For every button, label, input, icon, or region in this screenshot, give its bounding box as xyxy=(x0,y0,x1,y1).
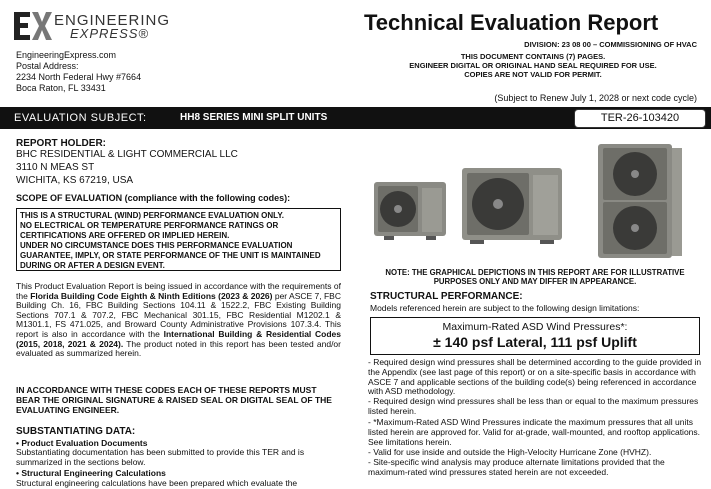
scope-line-2: NO ELECTRICAL OR TEMPERATURE PERFORMANCE RATINGS OR CERTIFICATIONS ARE OFFERED OR IMPLIED HEREIN. xyxy=(20,221,279,240)
holder-city: WICHITA, KS 67219, USA xyxy=(16,175,134,186)
bullet-2: - Required design wind pressures shall be less than or equal to the maximum pressures listed herein. xyxy=(368,396,699,416)
substantiating-heading: SUBSTANTIATING DATA: xyxy=(16,426,136,437)
substantiating-text-2: Structural engineering calculations have been prepared which evaluate the xyxy=(16,478,298,488)
postal-label: Postal Address: xyxy=(16,61,79,71)
scope-warning-box xyxy=(16,208,341,271)
report-title: Technical Evaluation Report xyxy=(364,10,659,35)
bullet-5: - Site-specific wind analysis may produce alternate limitations provided that the maximum-rated wind pressures stated herein are not exceeded. xyxy=(368,457,665,477)
subject-value: HH8 SERIES MINI SPLIT UNITS xyxy=(180,112,328,123)
city-address: Boca Raton, FL 33431 xyxy=(16,83,106,93)
wind-pressure-box xyxy=(370,317,700,355)
scope-line-1: THIS IS A STRUCTURAL (WIND) PERFORMANCE EVALUATION ONLY. xyxy=(20,211,284,220)
scope-heading: SCOPE OF EVALUATION (compliance with the following codes): xyxy=(16,193,291,203)
engineering-express-logo-icon xyxy=(12,10,52,42)
wind-pressure-value: ± 140 psf Lateral, 111 psf Uplift xyxy=(433,334,637,350)
renew-note: (Subject to Renew July 1, 2028 or next code cycle) xyxy=(494,93,697,103)
holder-name: BHC RESIDENTIAL & LIGHT COMMERCIAL LLC xyxy=(16,149,238,160)
brand-name-sub: EXPRESS® xyxy=(70,26,149,41)
notice-copies: COPIES ARE NOT VALID FOR PERMIT. xyxy=(464,70,602,79)
holder-street: 3110 N MEAS ST xyxy=(16,162,95,173)
figure-note: NOTE: THE GRAPHICAL DEPICTIONS IN THIS REPORT ARE FOR ILLUSTRATIVE PURPOSES ONLY AND MAY DIFFER IN APPEARANCE. xyxy=(385,268,685,286)
substantiating-text-1: Substantiating documentation has been submitted to provide this TER and is summarized in the sections below. xyxy=(16,447,305,467)
notice-pages: THIS DOCUMENT CONTAINS (7) PAGES. xyxy=(460,52,606,61)
division: DIVISION: 23 08 00 – COMMISSIONING OF HVAC xyxy=(524,40,697,49)
bullet-3: - *Maximum-Rated ASD Wind Pressures indicate the maximum pressures that all units listed herein are approved for. Valid for at-grade, wall-mounted, and rooftop applications. See limitations herein. xyxy=(368,417,701,447)
tall-unit-icon xyxy=(598,144,682,258)
scope-line-3: UNDER NO CIRCUMSTANCE DOES THIS PERFORMANCE EVALUATION GUARANTEE, IMPLY, OR STATE PERFORMANCE OF THE UNIT IS MAINTAINED DURING OR AFTER A DESIGN EVENT. xyxy=(20,241,321,270)
website[interactable]: EngineeringExpress.com xyxy=(16,50,117,60)
wind-pressure-title: Maximum-Rated ASD Wind Pressures*: xyxy=(442,321,628,333)
medium-unit-icon xyxy=(462,168,562,244)
mini-split-units-image xyxy=(370,138,700,264)
subject-label: EVALUATION SUBJECT: xyxy=(14,112,147,124)
bullet-4: - Valid for use inside and outside the High-Velocity Hurricane Zone (HVHZ). xyxy=(368,447,652,457)
notice-seal: ENGINEER DIGITAL OR ORIGINAL HAND SEAL REQUIRED FOR USE. xyxy=(409,61,657,70)
small-unit-icon xyxy=(374,182,446,240)
ter-number: TER-26-103420 xyxy=(574,109,706,128)
accordance-statement: IN ACCORDANCE WITH THESE CODES EACH OF THESE REPORTS MUST BEAR THE ORIGINAL SIGNATURE & RAISED SEAL OR DIGITAL SEAL OF THE EVALUATING ENGINEER. xyxy=(16,385,332,415)
structural-subheading: Models referenced herein are subject to the following design limitations: xyxy=(370,303,640,313)
structural-heading: STRUCTURAL PERFORMANCE: xyxy=(370,291,523,302)
substantiating-item-1: • Product Evaluation Documents xyxy=(16,438,148,448)
page-notice xyxy=(368,52,698,79)
brand-name: ENGINEERING xyxy=(54,12,171,29)
bullet-1: - Required design wind pressures shall be determined according to the guide provided in the Appendix (see last page of this report) or on a site-specific basis in accordance with ASCE 7 and applicable sections of the building code(s) being referenced in accordance with ASD methodology. xyxy=(368,357,702,397)
street-address: 2234 North Federal Hwy #7664 xyxy=(16,72,142,82)
substantiating-item-2: • Structural Engineering Calculations xyxy=(16,468,166,478)
holder-heading: REPORT HOLDER: xyxy=(16,138,106,149)
scope-paragraph: This Product Evaluation Report is being issued in accordance with the requirements of the Florida Building Code Eighth & Ninth Editions (2023 & 2026) per ASCE 7, FBC Building Ch. 16, FBC Building Sections 104.11 & 1522.2, FBC Existing Building Sections 707.1 & 707.2, FBC Mechanical 301.15, FBC Residential M1202.1 & M1301.1, FS 471.025, and Broward County Administrative Provisions 107.3.4. This report is also in accordance with the International Building & Residential Codes (2015, 2018, 2021 & 2024). The product noted in this report has been tested and/or evaluated as summarized herein. xyxy=(16,281,341,359)
